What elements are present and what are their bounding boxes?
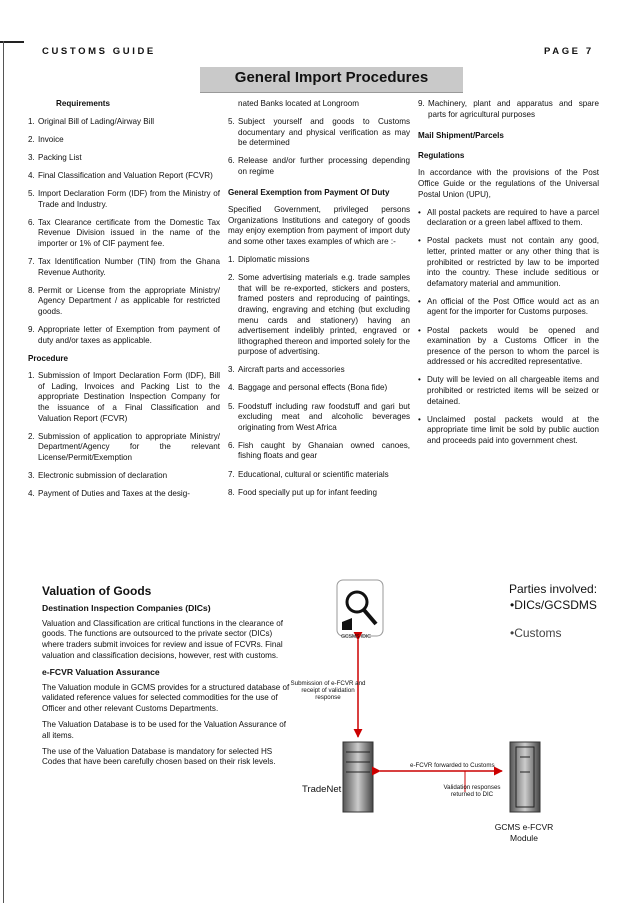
exemption-item-9: 9. Machinery, plant and apparatus and spare parts for agricultural purposes	[418, 99, 599, 119]
database-text: The Valuation Database is to be used for the Valuation Assurance of all items.	[42, 719, 287, 740]
postal-rule-bullet: • Unclaimed postal packets would at the appropriate time limit be sold by public auction and proceeds paid into government chest.	[418, 415, 599, 447]
gcms-label-line2: Module	[510, 833, 538, 843]
regulations-heading: Regulations	[418, 150, 465, 160]
postal-rule-bullet: • Duty will be levied on all chargeable items and prohibited or restricted items will be seized or detained.	[418, 375, 599, 407]
left-margin-rule	[3, 41, 4, 903]
postal-rule-bullet: • An official of the Post Office would act as an agent for the importer for Customs purposes.	[418, 297, 599, 318]
dic-heading: Destination Inspection Companies (DICs)	[42, 602, 211, 613]
valuation-heading: Valuation of Goods	[42, 584, 152, 598]
exemption-item: 3. Aircraft parts and accessories	[228, 365, 345, 375]
column-mail-shipment	[418, 99, 599, 454]
postal-rule-bullet: • Postal packets must not contain any good, letter, printed matter or any other thing that is prohibited or restricted by law to be imported into the country. These include seditious or defamatory material and ammunition.	[418, 236, 599, 289]
procedure-item: 4. Payment of Duties and Taxes at the desig-	[28, 489, 190, 499]
exemption-item: 4. Baggage and personal effects (Bona fide)	[228, 383, 388, 393]
exemption-item: 2. Some advertising materials e.g. trade samples that will be re-exported, stickers and posters, framed posters and reproducing of paintings, drawing, engraving and etching (but excluding menu cards and stationery) having an advertisement indelibly printed, engraved or lithographed thereon and imported solely for the purpose of advertising.	[228, 273, 410, 357]
page-number: PAGE 7	[544, 46, 594, 57]
procedure-heading: Procedure	[28, 353, 69, 363]
requirement-item: 5. Import Declaration Form (IDF) from the Ministry of Trade and Industry.	[28, 188, 220, 209]
efcvr-heading: e-FCVR Valuation Assurance	[42, 666, 160, 677]
column-exemptions	[228, 99, 410, 506]
requirements-heading: Requirements	[56, 99, 110, 108]
requirement-item: 6. Tax Clearance certificate from the Domestic Tax Revenue Division issued in the name of the importer or 1% of CIF payment fee.	[28, 217, 220, 248]
dic-label: GCSMS /DIC	[341, 634, 371, 640]
postal-rule-bullet: • Postal packets would be opened and examination by a Customs Officer in the presence of the person to whom the parcel is addressed or his accredited representative.	[418, 326, 599, 368]
procedure-item: nated Banks located at Longroom	[238, 99, 360, 108]
valuation-section	[42, 586, 292, 773]
mail-shipment-heading: Mail Shipment/Parcels	[418, 131, 504, 141]
procedure-item: 5. Subject yourself and goods to Customs documentary and physical verification as may be determined	[228, 117, 410, 148]
gcms-module-label	[494, 822, 554, 844]
tradenet-label: TradeNet	[302, 784, 342, 795]
running-header-title: CUSTOMS GUIDE	[42, 46, 156, 57]
exemption-item: 6. Fish caught by Ghanaian owned canoes, fishing floats and gear	[228, 440, 410, 461]
procedure-item: 6. Release and/or further processing depending on regime	[228, 156, 410, 176]
exemption-item: 7. Educational, cultural or scientific materials	[228, 469, 389, 479]
requirement-item: 3. Packing List	[28, 152, 82, 162]
procedure-item: 1. Submission of Import Declaration Form (IDF), Bill of Lading, Invoices and Packing List to the appropriate Destination Inspection Company for the issuance of a Final Classification and Valuation Report (FCVR)	[28, 371, 220, 423]
validation-label: Validation responses returned to DIC	[443, 784, 501, 798]
requirement-item: 4. Final Classification and Valuation Report (FCVR)	[28, 170, 213, 180]
party-dics: •DICs/GCSDMS	[510, 598, 597, 612]
forwarded-label: e-FCVR forwarded to Customs	[410, 762, 495, 769]
procedure-item: 2. Submission of application to appropriate Ministry/ Department/Agency for the relevant License/Permit/Exemption	[28, 431, 220, 462]
submission-label: Submission of e-FCVR and receipt of validation response	[290, 680, 366, 701]
requirement-item: 2. Invoice	[28, 134, 64, 144]
tradenet-server-icon	[343, 742, 373, 812]
postal-rule-bullet: • All postal packets are required to have a parcel declaration or a green label affixed to them.	[418, 208, 599, 229]
procedure-item: 3. Electronic submission of declaration	[28, 470, 168, 480]
exemption-item: 5. Foodstuff including raw foodstuff and gari but excluding meat and alcoholic beverages originating from West Africa	[228, 401, 410, 432]
parties-title: Parties involved:	[509, 582, 598, 596]
requirement-item: 1. Original Bill of Lading/Airway Bill	[28, 116, 155, 126]
party-customs: •Customs	[510, 626, 562, 640]
requirement-item: 8. Permit or License from the appropriate Ministry/ Agency Department / as applicable for restricted goods.	[28, 285, 220, 316]
gcms-server-icon	[510, 742, 540, 812]
column-requirements	[28, 99, 220, 507]
requirement-item: 7. Tax Identification Number (TIN) from the Ghana Revenue Authority.	[28, 256, 220, 277]
mandatory-text: The use of the Valuation Database is mandatory for selected HS Codes that have been carefully chosen based on their risk levels.	[42, 746, 276, 767]
gcms-label-line1: GCMS e-FCVR	[494, 822, 554, 832]
exemption-item: 8. Food specially put up for infant feeding	[228, 487, 378, 497]
requirement-item: 9. Appropriate letter of Exemption from payment of duty and/or taxes as applicable.	[28, 324, 220, 345]
dic-magnifier-icon	[337, 580, 383, 636]
efcvr-text: The Valuation module in GCMS provides for a structured database of validated reference values for selected commodities for the use of Officer and other relevant Customs Departments.	[42, 682, 290, 714]
dic-text: Valuation and Classification are critical functions in the clearance of goods. The functions are outsourced to the private sector (DICs) where traders submit invoices for review and issue of FCVRs. Final valuation and classification decisions, however, rest with customs.	[42, 618, 283, 660]
exemption-intro: Specified Government, privileged persons Organizations Institutions and category of goods may enjoy exemption from payment of import duty and some other taxes examples of which are :-	[228, 205, 410, 246]
regulations-intro: In accordance with the provisions of the Post Office Guide or the regulations of the Universal Postal Union (UPU),	[418, 168, 599, 199]
exemption-item: 1. Diplomatic missions	[228, 255, 310, 265]
exemption-heading: General Exemption from Payment Of Duty	[228, 187, 390, 197]
page-title: General Import Procedures	[234, 69, 429, 86]
valuation-flow-diagram	[280, 572, 610, 862]
